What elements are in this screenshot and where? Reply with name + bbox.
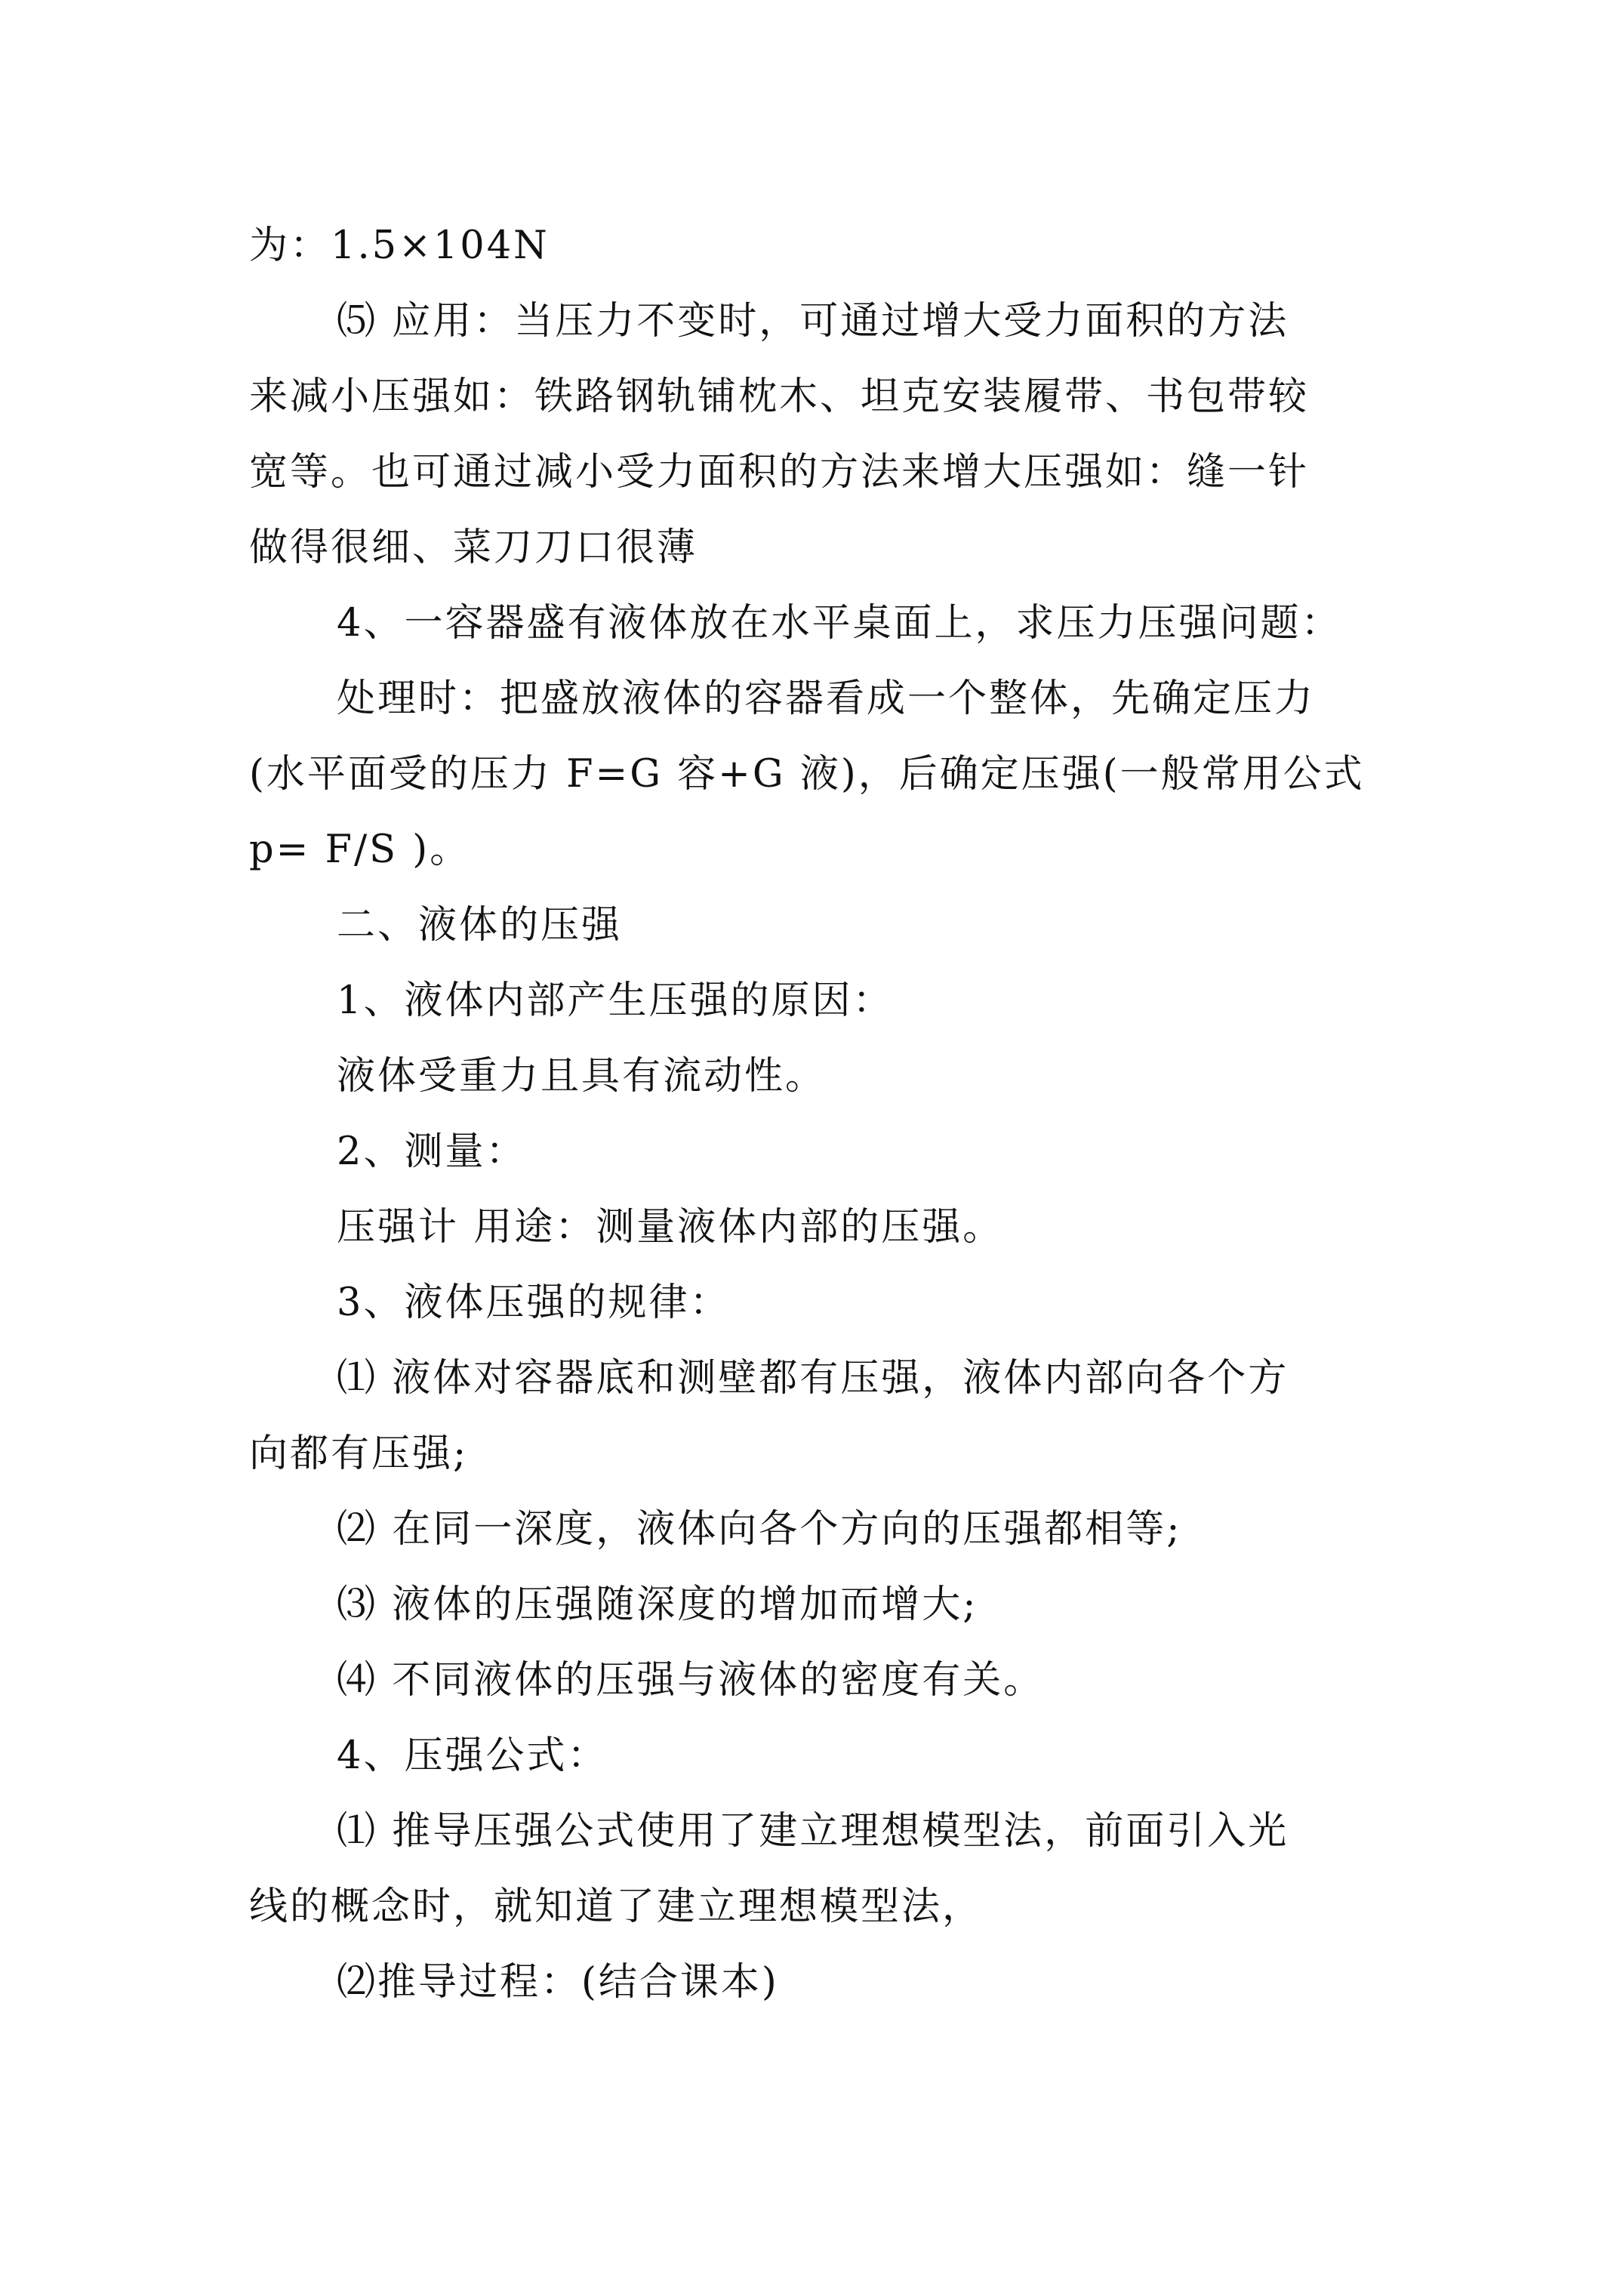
text-line: 4、压强公式： [337,1734,608,1778]
text-line: 液体受重力且具有流动性。 [337,1054,827,1099]
text-line: ⑵ 在同一深度，液体向各个方向的压强都相等; [337,1507,1182,1552]
text-line: ⑴ 液体对容器底和测壁都有压强，液体内部向各个方 [337,1356,1289,1401]
text-line: 宽等。也可通过减小受力面积的方法来增大压强如：缝一针 [249,450,1310,495]
text-line: ⑶ 液体的压强随深度的增加而增大; [337,1583,978,1627]
text-line: ⑴ 推导压强公式使用了建立理想模型法，前面引入光 [337,1809,1289,1854]
text-line: 线的概念时，就知道了建立理想模型法， [249,1885,984,1929]
text-line: 压强计 用途：测量液体内部的压强。 [337,1205,1004,1250]
text-line: ⑸ 应用：当压力不变时，可通过增大受力面积的方法 [337,299,1289,344]
text-line: 2、测量： [337,1130,527,1174]
text-line: 向都有压强; [249,1432,469,1476]
text-line: ⑵推导过程：(结合课本) [337,1960,779,2005]
text-line: 处理时：把盛放液体的容器看成一个整体，先确定压力 [337,676,1316,721]
text-line: (水平面受的压力 F=G 容+G 液)，后确定压强(一般常用公式 [249,752,1365,797]
text-line: 1、液体内部产生压强的原因： [337,978,894,1023]
text-line: 为：1.5×104N [249,223,550,268]
text-line: p= F/S )。 [249,827,471,872]
section-heading: 二、液体的压强 [337,903,623,948]
text-line: 做得很细、菜刀刀口很薄 [249,525,698,570]
text-line: 来减小压强如：铁路钢轨铺枕木、坦克安装履带、书包带较 [249,374,1310,419]
text-line: 3、液体压强的规律： [337,1281,731,1325]
text-line: 4、一容器盛有液体放在水平桌面上，求压力压强问题： [337,601,1342,646]
text-line: ⑷ 不同液体的压强与液体的密度有关。 [337,1658,1045,1703]
